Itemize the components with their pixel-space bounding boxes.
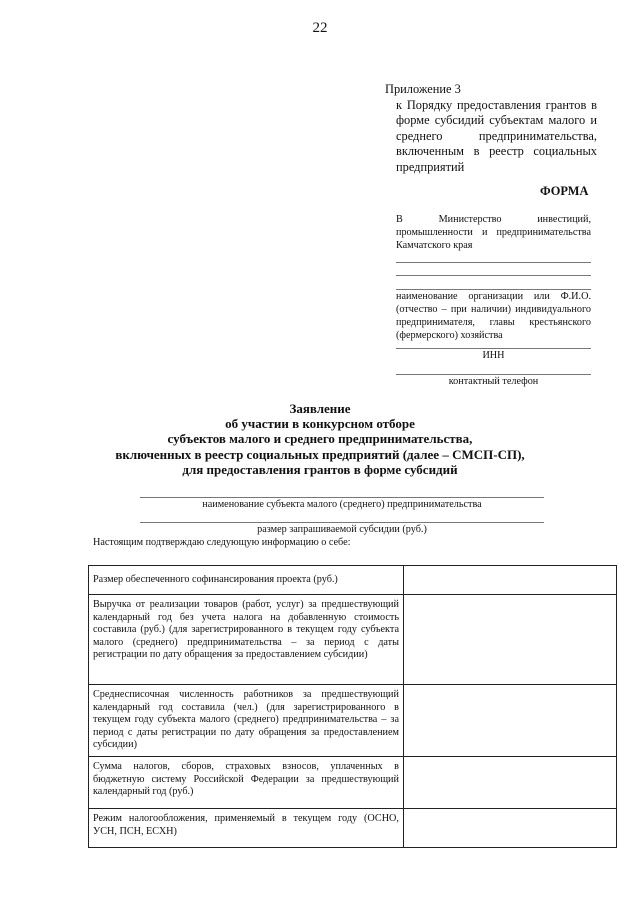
org-name-caption: наименование организации или Ф.И.О. (отчество – при наличии) индивидуального предпринимателя, главы крестьянского (фермерского) хозяйства [396,291,591,341]
org-name-line-1 [396,262,591,263]
page-number: 22 [312,20,328,36]
inn-caption: ИНН [482,350,505,361]
row-label: Выручка от реализации товаров (работ, услуг) за предшествующий календарный год без учета налога на добавленную стоимость составила (руб.) (для зарегистрированного в текущем году субъекта малого (среднего) предпринимательства – за период с даты регистрации по дату обращения за предоставлением субсидии) [89,595,404,685]
title-line-4: включенных в реестр социальных предприятий (далее – СМСП-СП), [115,446,525,462]
title-line-3: субъектов малого и среднего предпринимательства, [167,431,473,447]
subsidy-amount-caption: размер запрашиваемой субсидии (руб.) [257,524,427,535]
table-row [89,756,617,808]
row-label: Размер обеспеченного софинансирования проекта (руб.) [89,566,404,595]
info-table [88,565,617,848]
appendix-heading: Приложение 3 [385,82,461,96]
subject-name-caption: наименование субъекта малого (среднего) предпринимательства [202,499,482,510]
row-label: Режим налогообложения, применяемый в текущем году (ОСНО, УСН, ПСН, ЕСХН) [89,808,404,847]
appendix-text: к Порядку предоставления грантов в форме субсидий субъектам малого и среднего предпринимательства, включенным в реестр социальных предприятий [396,97,597,174]
row-value [403,685,616,757]
form-label: ФОРМА [540,184,589,198]
row-value [403,756,616,808]
phone-caption: контактный телефон [448,376,539,387]
row-value [403,566,616,595]
table-row [89,685,617,757]
subsidy-amount-line [140,522,544,523]
row-value [403,595,616,685]
confirm-text: Настоящим подтверждаю следующую информацию о себе: [93,537,351,548]
table-row [89,595,617,685]
inn-line [396,348,591,349]
title-line-2: об участии в конкурсном отборе [225,416,415,432]
org-name-line-2 [396,275,591,276]
row-label: Среднесписочная численность работников за предшествующий календарный год составила (чел.) (для зарегистрированного в текущем году субъекта малого (среднего) предпринимательства – за период с даты регистрации по дату обращения за предоставлением субсидии) [89,685,404,757]
addressee-text: В Министерство инвестиций, промышленности и предпринимательства Камчатского края [396,214,591,251]
phone-line [396,374,591,375]
title-line-5: для предоставления грантов в форме субсидий [182,461,458,477]
table-row [89,566,617,595]
row-label: Сумма налогов, сборов, страховых взносов, уплаченных в бюджетную систему Российской Федерации за предшествующий календарный год (руб.) [89,756,404,808]
row-value [403,808,616,847]
title-line-1: Заявление [289,401,351,416]
document-title [0,401,640,477]
appendix-block [385,82,597,176]
table-row [89,808,617,847]
subject-name-line [140,497,544,498]
